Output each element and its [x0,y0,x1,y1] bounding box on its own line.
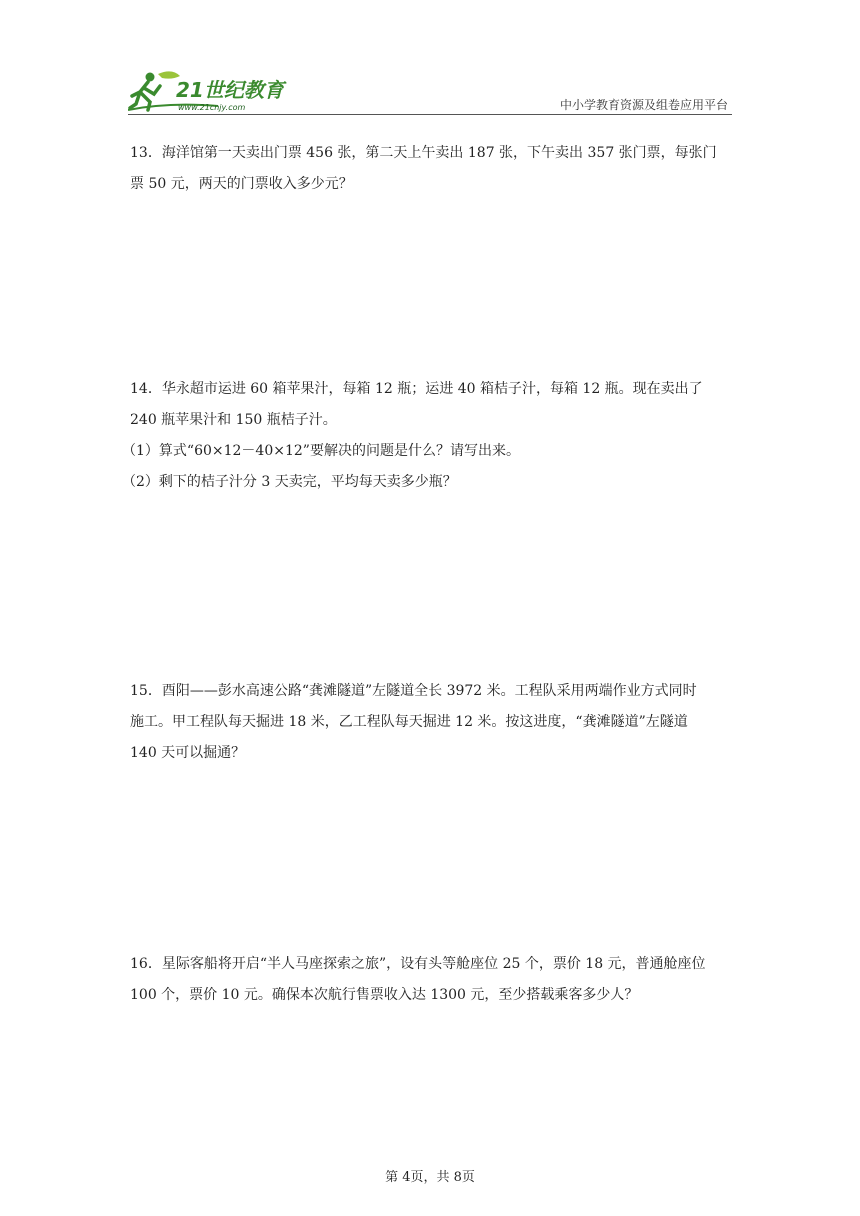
site-logo [128,66,303,116]
question-line: 13．海洋馆第一天卖出门票 456 张，第二天上午卖出 187 张，下午卖出 357 张门票，每张门 [130,145,717,161]
question-line: 14．华永超市运进 60 箱苹果汁，每箱 12 瓶；运进 40 箱桔子汁，每箱 12 瓶。现在卖出了 [130,381,703,397]
question-15 [130,676,730,769]
question-line: 票 50 元，两天的门票收入多少元？ [130,176,353,192]
question-line: 15．酉阳——彭水高速公路“龚滩隧道”左隧道全长 3972 米。工程队采用两端作业方式同时 [130,683,697,699]
question-line: 施工。甲工程队每天掘进 18 米，乙工程队每天掘进 12 米。按这进度，“龚滩隧道”左隧道 [130,714,688,730]
logo-url: www.21cnjy.com [178,103,246,112]
question-line: 240 瓶苹果汁和 150 瓶桔子汁。 [130,412,337,428]
question-line: 140 天可以掘通？ [130,745,246,761]
question-line: 100 个，票价 10 元。确保本次航行售票收入达 1300 元，至少搭载乘客多少人？ [130,987,639,1003]
question-16 [130,949,730,1011]
runner-head-icon [146,73,155,82]
header-divider [128,114,732,115]
question-13 [130,138,730,200]
question-14 [122,374,730,498]
page-header [128,66,732,116]
page-footer: 第 4页，共 8页 [385,1170,475,1185]
question-line: （2）剩下的桔子汁分 3 天卖完，平均每天卖多少瓶？ [122,474,457,490]
platform-name: 中小学教育资源及组卷应用平台 [559,98,728,112]
question-line: （1）算式“60×12－40×12”要解决的问题是什么？请写出来。 [122,443,520,459]
question-line: 16．星际客船将开启“半人马座探索之旅”，设有头等舱座位 25 个，票价 18 元，普通舱座位 [130,956,706,972]
logo-text: 21世纪教育 [176,78,284,102]
